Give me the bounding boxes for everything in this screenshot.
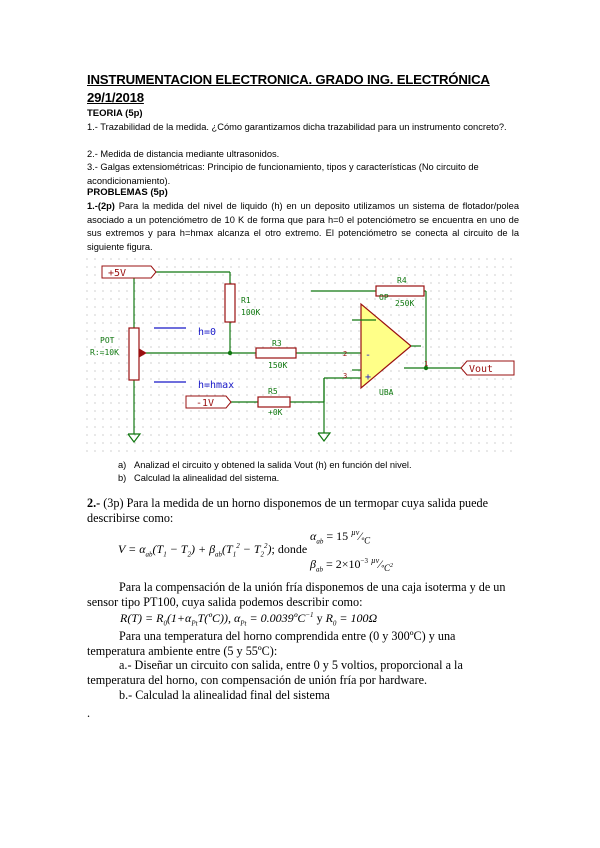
problem-2-intro-text: (3p) Para la medida de un horno disponemos de un termopar cuya salida puede describirse como: bbox=[87, 496, 489, 525]
problem-1-points: (2p) bbox=[97, 201, 115, 211]
beta-unit-den: C bbox=[383, 563, 390, 574]
theory-item-2: 2.- Medida de distancia mediante ultrasonidos. bbox=[87, 149, 280, 159]
schematic-grid bbox=[86, 258, 516, 458]
question-a-text: Analizad el circuito y obtened la salida Vout (h) en función del nivel. bbox=[134, 460, 412, 470]
theory-item-1: 1.- Trazabilidad de la medida. ¿Cómo garantizamos dicha trazabilidad para un instrumento concreto?. bbox=[87, 122, 507, 132]
alpha-unit-den: C bbox=[364, 535, 371, 546]
opamp-noninverting-sign: + bbox=[365, 372, 372, 383]
alpha-definition: $\alpha_{ab} = 15$ $^{\mu v}⁄_{ºC}$ bbox=[310, 528, 371, 546]
r4-value: 250K bbox=[395, 299, 415, 308]
vout-label: Vout bbox=[469, 364, 494, 375]
problem-1-question-b bbox=[118, 472, 279, 486]
r5-value: +0K bbox=[268, 408, 283, 417]
question-b-text: Calculad la alinealidad del sistema. bbox=[134, 473, 280, 483]
h0-label: h=0 bbox=[198, 327, 217, 338]
problem-2-number: 2.- bbox=[87, 496, 101, 510]
r3-name: R3 bbox=[272, 339, 282, 348]
pt100-equation: $R(T) = R_0(1+\alpha_{Pt}T(ºC))$, $\alpha_{Pt}$ = 0.0039ºC$^{-1}$ y $R_0 = 100\Omega$ bbox=[120, 611, 378, 628]
problem-2-para-1: Para la compensación de la unión fría disponemos de una caja isoterma y de un sensor tipo PT100, cuya salida podemos describir como: bbox=[87, 580, 506, 609]
problem-1-statement bbox=[87, 200, 519, 254]
problems-heading: PROBLEMAS (5p) bbox=[87, 187, 168, 198]
opamp-model: UBA bbox=[379, 388, 394, 397]
page-title: INSTRUMENTACION ELECTRONICA. GRADO ING. ELECTRÓNICA bbox=[87, 72, 490, 87]
r4-name: R4 bbox=[397, 276, 407, 285]
circuit-schematic bbox=[86, 258, 516, 458]
resistor-r1 bbox=[225, 284, 235, 322]
resistor-r3 bbox=[256, 348, 296, 358]
opamp-pin-3: 3 bbox=[343, 372, 348, 380]
potentiometer bbox=[129, 328, 139, 380]
theory-heading: TEORIA (5p) bbox=[87, 108, 143, 119]
question-a-label: a) bbox=[118, 460, 127, 470]
resistor-r5 bbox=[258, 397, 290, 407]
vminus-label: -1V bbox=[196, 398, 215, 409]
vplus-label: +5V bbox=[108, 268, 127, 279]
problem-2-question-a: a.- Diseñar un circuito con salida, entre 0 y 5 voltios, proporcional a la temperatura del horno, con compensación de unión fría por hardware. bbox=[87, 658, 463, 687]
end-mark: . bbox=[87, 706, 91, 720]
opamp-pin-2: 2 bbox=[343, 350, 348, 358]
donde-text: ; donde bbox=[271, 542, 308, 556]
beta-definition: $\beta_{ab} = 2\times 10^{-3}$ $^{\mu v}⁄_{ºC^2}$ bbox=[310, 556, 393, 574]
problem-1-question-a bbox=[118, 459, 412, 473]
r1-value: 100K bbox=[241, 308, 261, 317]
beta-unit-den-exp: 2 bbox=[389, 563, 393, 570]
opamp-inverting-sign: - bbox=[365, 350, 372, 361]
question-b-label: b) bbox=[118, 473, 127, 483]
opamp-name: OP bbox=[379, 293, 389, 302]
problem-2-para-2: Para una temperatura del horno comprendida entre (0 y 300ºC) y una temperatura ambiente entre (5 y 55ºC): bbox=[87, 629, 456, 658]
problem-2-intro bbox=[87, 496, 515, 526]
r5-name: R5 bbox=[268, 387, 278, 396]
problem-2-question-b: b.- Calculad la alinealidad final del sistema bbox=[119, 688, 330, 702]
r1-name: R1 bbox=[241, 296, 251, 305]
alpha-unit-num: µv bbox=[351, 528, 360, 537]
beta-value: = 2×10 bbox=[325, 557, 361, 571]
problem-1-text: Para la medida del nivel de liquido (h) en un deposito utilizamos un sistema de flotador/polea asociado a un potenciómetro de 10 K de forma que para h=0 el potenciómetro se encuentra en uno de sus extremos y para h=hmax alcanza el otro extremo. El potenciómetro se conecta al circuito de la siguiente figura. bbox=[87, 201, 519, 252]
beta-unit-num: µv bbox=[370, 556, 380, 565]
alpha-value: = 15 bbox=[326, 529, 349, 543]
exam-date: 29/1/2018 bbox=[87, 90, 144, 105]
hmax-label: h=hmax bbox=[198, 380, 235, 391]
beta-exp: −3 bbox=[360, 557, 368, 565]
r3-value: 150K bbox=[268, 361, 288, 370]
opamp-pin-1: 1 bbox=[424, 360, 429, 368]
pot-value: R:=10K bbox=[90, 348, 119, 357]
thermocouple-equation: $V = \alpha_{ab}(T_1 - T_2) + \beta_{ab}(T_1^2 - T_2^2)$; donde bbox=[118, 542, 308, 559]
theory-item-3: 3.- Galgas extensiométricas: Principio de funcionamiento, tipos y características (No circuito de acondicionamiento). bbox=[87, 162, 479, 186]
problem-1-number: 1.- bbox=[87, 201, 98, 211]
pot-name: POT bbox=[100, 336, 115, 345]
